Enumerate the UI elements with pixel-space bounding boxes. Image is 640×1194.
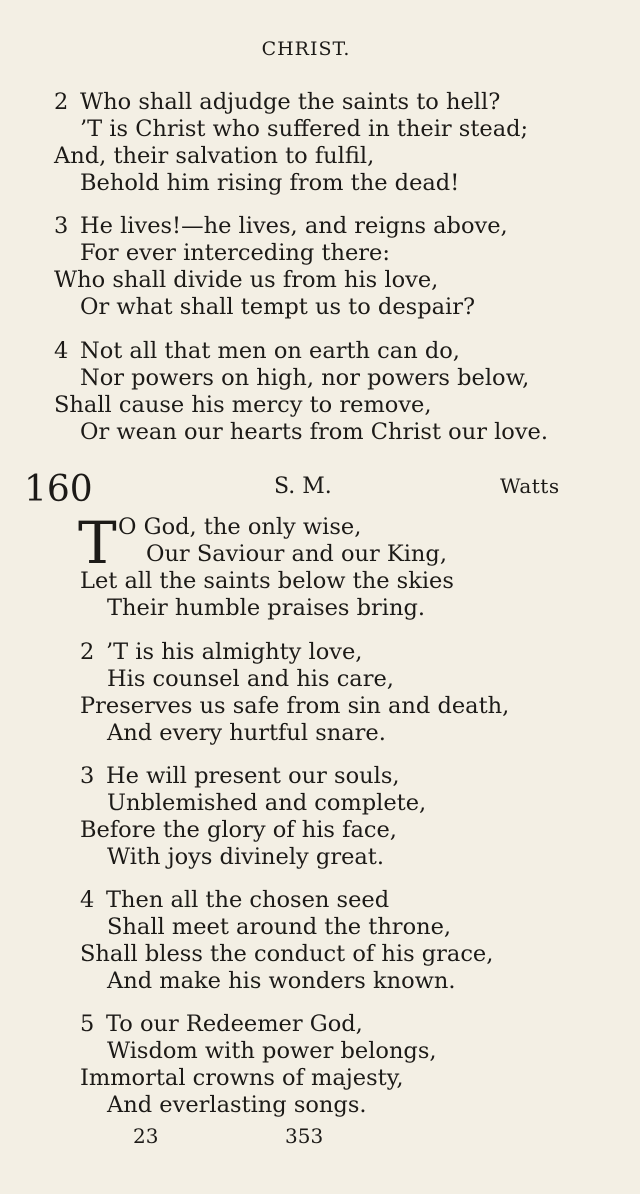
stanza-line: Wisdom with power belongs, — [107, 1038, 437, 1064]
stanza-line: And everlasting songs. — [107, 1092, 367, 1118]
stanza-number: 2 — [80, 639, 95, 665]
stanza-line: Shall bless the conduct of his grace, — [80, 941, 494, 967]
stanza-line: Their humble praises bring. — [107, 595, 426, 621]
stanza-line: Shall cause his mercy to remove, — [54, 392, 432, 418]
stanza-number: 4 — [54, 338, 69, 364]
stanza-number: 3 — [80, 763, 95, 789]
stanza-line: Preserves us safe from sin and death, — [80, 693, 510, 719]
page-number: 353 — [285, 1124, 324, 1148]
stanza-number: 2 — [54, 89, 69, 115]
stanza-line: O God, the only wise, — [118, 514, 362, 540]
stanza-line: Who shall divide us from his love, — [54, 267, 439, 293]
stanza-number: 3 — [54, 213, 69, 239]
stanza-line: 4 Then all the chosen seed — [80, 887, 390, 913]
stanza-number: 5 — [80, 1011, 95, 1037]
stanza-line: 3 He lives!—he lives, and reigns above, — [54, 213, 508, 239]
stanza-line: Shall meet around the throne, — [107, 914, 452, 940]
hymn-author: Watts — [500, 474, 560, 498]
stanza-number: 4 — [80, 887, 95, 913]
drop-cap: T — [78, 509, 117, 577]
page-header: CHRIST. — [261, 38, 351, 60]
stanza-line: Or what shall tempt us to despair? — [80, 294, 476, 320]
stanza-line: Our Saviour and our King, — [146, 541, 447, 567]
stanza-line: Immortal crowns of majesty, — [80, 1065, 404, 1091]
stanza-line: Or wean our hearts from Christ our love. — [80, 419, 549, 445]
stanza-line: And every hurtful snare. — [107, 720, 386, 746]
stanza-line: 5 To our Redeemer God, — [80, 1011, 363, 1037]
stanza-line: Behold him rising from the dead! — [80, 170, 460, 196]
stanza-line: For ever interceding there: — [80, 240, 390, 266]
hymn-meter: S. M. — [274, 474, 332, 499]
stanza-line: 4 Not all that men on earth can do, — [54, 338, 460, 364]
stanza-line: Let all the saints below the skies — [80, 568, 454, 594]
hymn-number: 160 — [24, 469, 93, 510]
stanza-line: Unblemished and complete, — [107, 790, 427, 816]
stanza-line: With joys divinely great. — [107, 844, 384, 870]
stanza-line: 2 Who shall adjudge the saints to hell? — [54, 89, 501, 115]
signature-mark: 23 — [133, 1124, 159, 1148]
stanza-line: Before the glory of his face, — [80, 817, 397, 843]
stanza-line: His counsel and his care, — [107, 666, 394, 692]
stanza-line: 2 ’T is his almighty love, — [80, 639, 363, 665]
stanza-line: ’T is Christ who suffered in their stead; — [80, 116, 529, 142]
stanza-line: And, their salvation to fulfil, — [54, 143, 375, 169]
stanza-line: Nor powers on high, nor powers below, — [80, 365, 530, 391]
stanza-line: 3 He will present our souls, — [80, 763, 400, 789]
stanza-line: And make his wonders known. — [107, 968, 456, 994]
